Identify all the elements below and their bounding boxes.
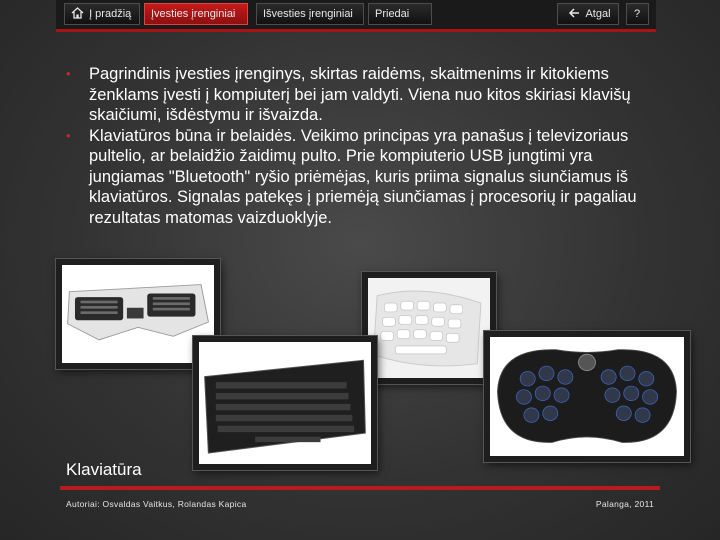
- flexible-keyboard-photo: [362, 272, 496, 384]
- output-devices-button[interactable]: [256, 3, 364, 25]
- output-devices-label: Išvesties įrenginiai: [263, 8, 353, 20]
- top-navigation-bar: [56, 0, 656, 32]
- arrow-left-icon: [568, 7, 581, 19]
- bullet-item-wireless: • Klaviatūros būna ir belaidės. Veikimo principas yra panašus į televizoriaus pultelio, ar belaidžio žaidimų pulto. Prie kompiuterio USB jungtimi yra jungiamas "Bluetooth" ryšio priėmėjas, kuris priima signalus siunčiamus iš klaviatūros. Signalas patekęs į priemėją siunčiamas į procesorių ir pagaliau rezultatas matomas vaizduoklyje.: [64, 126, 664, 229]
- gaming-keypad-photo: [484, 331, 690, 462]
- home-icon: [71, 7, 84, 19]
- back-button[interactable]: [557, 3, 619, 25]
- input-devices-button[interactable]: [144, 3, 248, 25]
- help-button-label: ?: [634, 8, 641, 20]
- bullet-item-definition: • Pagrindinis įvesties įrenginys, skirtas raidėms, skaitmenims ir kitokiems ženklams įvesti į kompiuterį bei jam valdyti. Viena nuo kitos skiriasi klavišų skaičiumi, išdėstymu ir išvaizda.: [64, 64, 664, 126]
- footer-authors: Autoriai: Osvaldas Vaitkus, Rolandas Kapica: [66, 499, 247, 509]
- home-button[interactable]: [64, 3, 140, 25]
- slide-caption: Klaviatūra: [66, 460, 142, 479]
- footer-divider: [60, 486, 660, 490]
- extras-button[interactable]: [368, 3, 432, 25]
- extras-label: Priedai: [375, 8, 410, 20]
- footer-place-year: Palanga, 2011: [595, 499, 654, 509]
- black-keyboard-photo: [193, 336, 377, 470]
- back-button-label: Atgal: [585, 8, 611, 20]
- home-button-label: Į pradžią: [89, 8, 132, 20]
- content-bullet-list: [64, 64, 664, 228]
- input-devices-label: Įvesties įrenginiai: [151, 8, 236, 20]
- help-button[interactable]: [626, 3, 649, 25]
